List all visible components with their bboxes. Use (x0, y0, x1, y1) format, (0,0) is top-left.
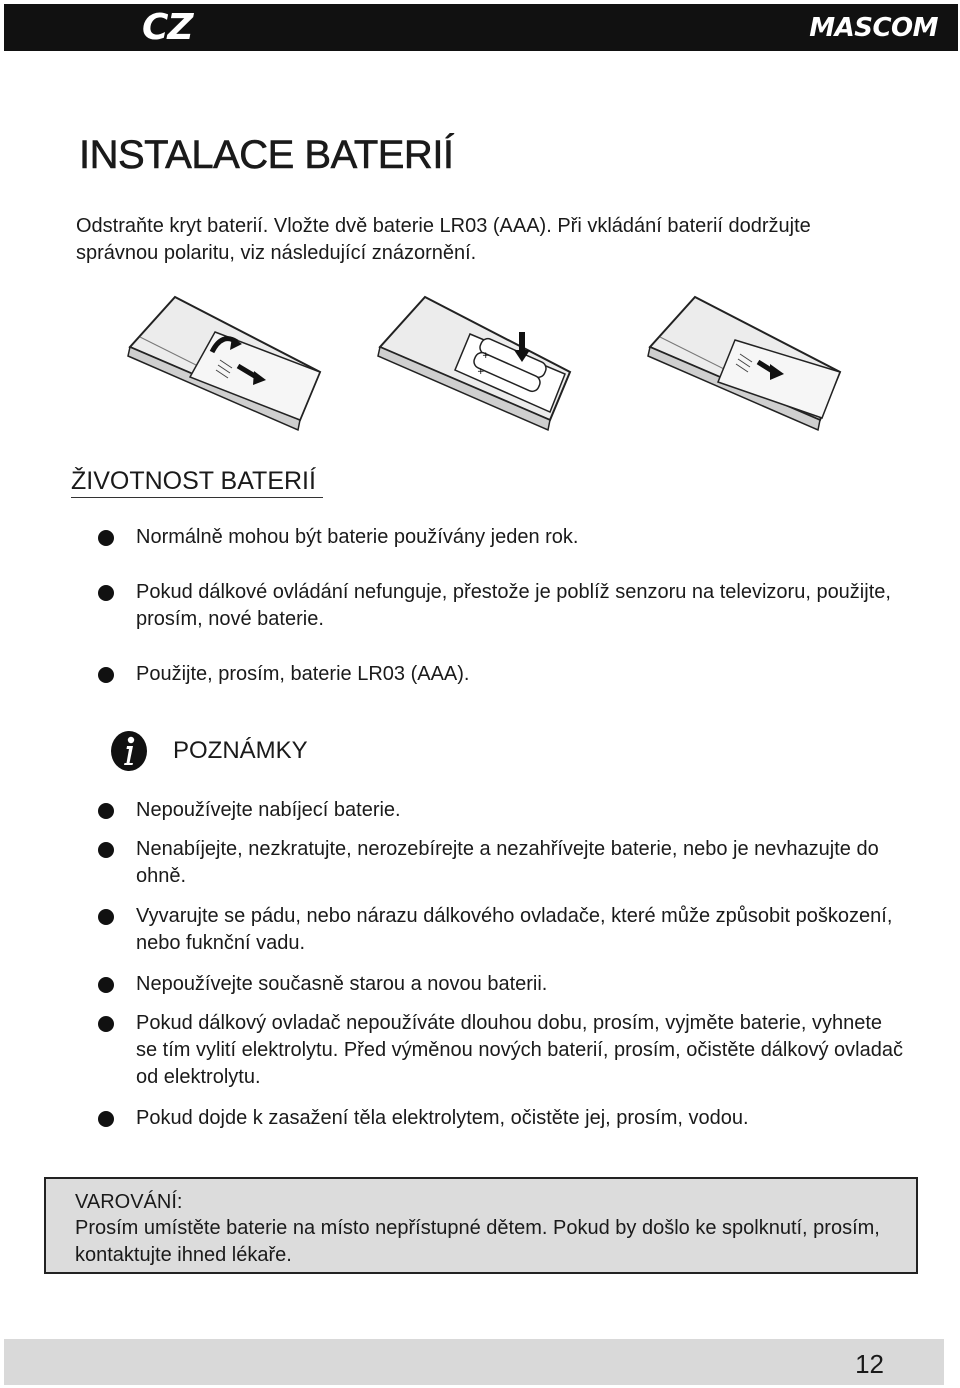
list-item-text: Vyvarujte se pádu, nebo nárazu dálkového ovladače, které může způsobit poškození, nebo fuknční vadu. (136, 905, 893, 954)
list-item-text: Nepoužívejte nabíjecí baterie. (136, 799, 401, 821)
notes-heading: POZNÁMKY (173, 737, 308, 764)
warning-box (44, 1177, 918, 1274)
page-number: 12 (855, 1349, 884, 1379)
svg-text:+: + (477, 367, 485, 377)
footer-bar (4, 1339, 944, 1385)
bullet-icon (98, 667, 114, 683)
remote-insert-batteries-illustration (370, 292, 600, 442)
brand-logo: MASCOM (809, 13, 938, 43)
bullet-icon (98, 530, 114, 546)
bullet-icon (98, 909, 114, 925)
bullet-icon (98, 585, 114, 601)
list-item-text: Pokud dálkové ovládání nefunguje, přestože je poblíž senzoru na televizoru, použijte, prosím, nové baterie. (136, 581, 891, 630)
list-item-text: Nepoužívejte současně starou a novou baterii. (136, 973, 548, 995)
bullet-icon (98, 1111, 114, 1127)
list-item-text: Použijte, prosím, baterie LR03 (AAA). (136, 663, 470, 685)
page-title: INSTALACE BATERIÍ (79, 133, 454, 177)
list-item-text: Pokud dojde k zasažení těla elektrolytem, očistěte jej, prosím, vodou. (136, 1107, 749, 1129)
header-bar (4, 4, 958, 51)
list-item-text: Nenabíjejte, nezkratujte, nerozebírejte a nezahřívejte baterie, nebo je nevhazujte do ohně. (136, 838, 879, 887)
bullet-icon (98, 803, 114, 819)
intro-text: Odstraňte kryt baterií. Vložte dvě baterie LR03 (AAA). Při vkládání baterií dodržujte správnou polaritu, viz následující znázornění. (76, 215, 811, 264)
warning-text: Prosím umístěte baterie na místo nepřístupné dětem. Pokud by došlo ke spolknutí, prosím, kontaktujte ihned lékaře. (75, 1217, 880, 1266)
warning-title: VAROVÁNÍ: (75, 1191, 183, 1213)
list-item-text: Normálně mohou být baterie používány jeden rok. (136, 526, 579, 548)
heading-underline (71, 497, 323, 498)
remote-close-cover-illustration (640, 292, 870, 442)
language-code: CZ (142, 7, 193, 48)
battery-installation-illustrations (120, 292, 850, 442)
bullet-icon (98, 1016, 114, 1032)
battery-life-heading: ŽIVOTNOST BATERIÍ (71, 467, 316, 495)
list-item-text: Pokud dálkový ovladač nepoužíváte dlouhou dobu, prosím, vyjměte baterie, vyhnete se tím vylití elektrolytu. Před výměnou nových baterií, prosím, očistěte dálkový ovladač od elektrolytu. (136, 1012, 903, 1088)
svg-text:+: + (482, 351, 490, 361)
info-icon (110, 730, 148, 772)
remote-remove-cover-illustration (120, 292, 350, 442)
bullet-icon (98, 842, 114, 858)
bullet-icon (98, 977, 114, 993)
